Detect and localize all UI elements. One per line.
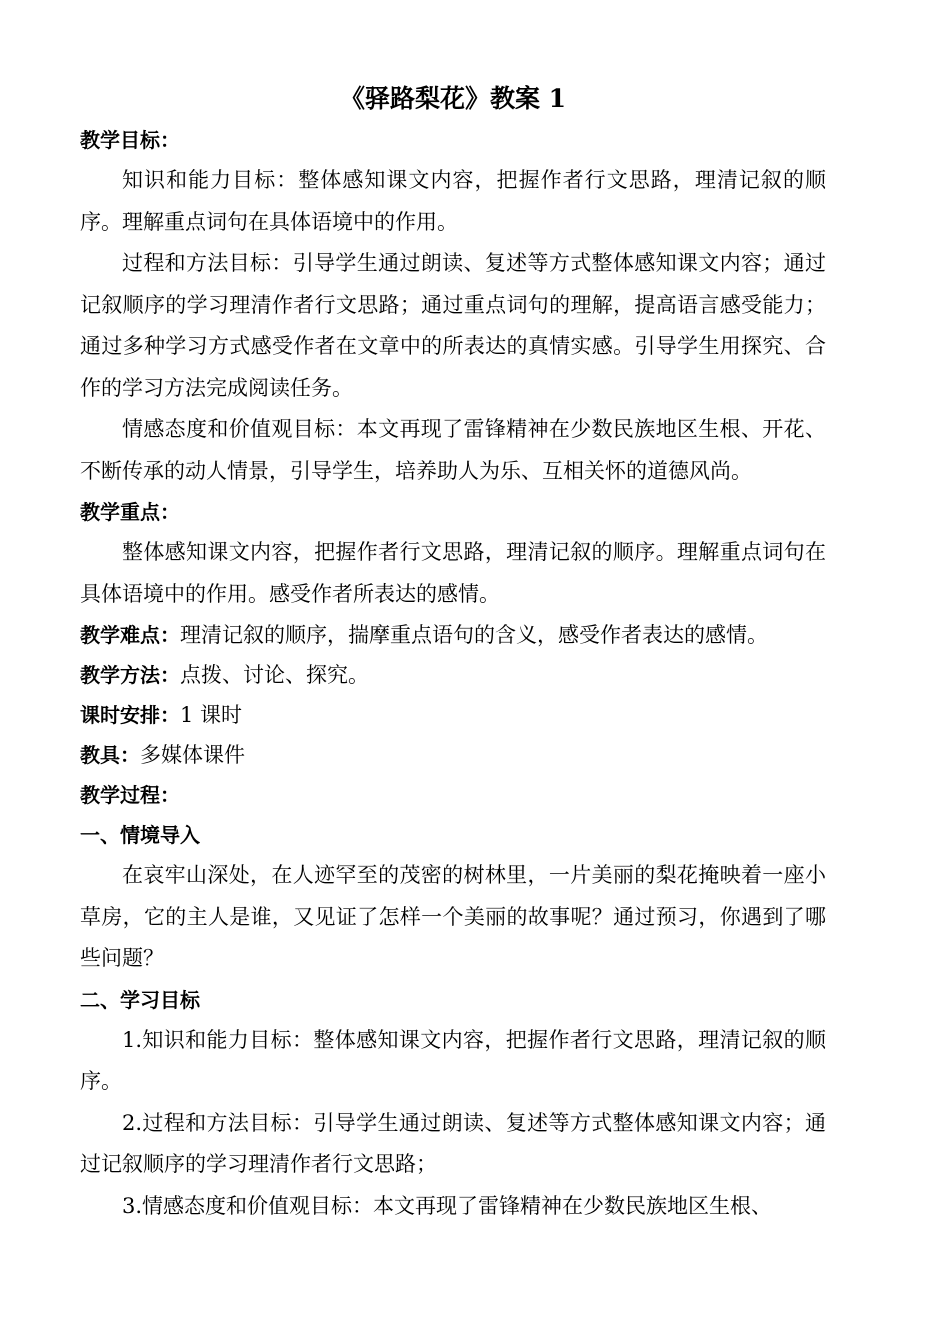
- methods-line: [80, 655, 826, 695]
- section2-item-2: 2.过程和方法目标：引导学生通过朗读、复述等方式整体感知课文内容；通过记叙顺序的学习理清作者行文思路；: [80, 1110, 826, 1176]
- difficulties-label: 教学难点：: [80, 623, 180, 647]
- key-points-text: 整体感知课文内容，把握作者行文思路，理清记叙的顺序。理解重点词句在具体语境中的作用。感受作者所表达的感情。: [80, 540, 826, 606]
- tools-text: 多媒体课件: [140, 743, 245, 767]
- key-points-heading: 教学重点：: [80, 500, 180, 524]
- section2-heading: 二、学习目标: [80, 987, 200, 1012]
- difficulties-text: 理清记叙的顺序，揣摩重点语句的含义，感受作者表达的感情。: [180, 623, 768, 647]
- methods-text: 点拨、讨论、探究。: [180, 663, 369, 687]
- section1-heading: 一、情境导入: [80, 823, 200, 847]
- methods-label: 教学方法：: [80, 663, 180, 687]
- tools-label: 教具：: [80, 743, 140, 767]
- section2-item-3: 3.情感态度和价值观目标：本文再现了雷锋精神在少数民族地区生根、: [122, 1193, 773, 1218]
- objectives-heading: 教学目标：: [80, 128, 180, 152]
- tools-line: [80, 735, 826, 775]
- objective-process: 过程和方法目标：引导学生通过朗读、复述等方式整体感知课文内容；通过记叙顺序的学习理清作者行文思路；通过重点词句的理解，提高语言感受能力；通过多种学习方式感受作者在文章中的所表达的真情实感。引导学生用探究、合作的学习方法完成阅读任务。: [80, 251, 826, 400]
- document-title: 《驿路梨花》教案 1: [339, 84, 567, 113]
- schedule-label: 课时安排：: [80, 703, 180, 727]
- schedule-text: 1 课时: [180, 703, 243, 727]
- difficulties-line: [80, 615, 826, 655]
- section1-text: 在哀牢山深处，在人迹罕至的茂密的树林里，一片美丽的梨花掩映着一座小草房，它的主人是谁，又见证了怎样一个美丽的故事呢？通过预习，你遇到了哪些问题？: [80, 863, 826, 970]
- objective-knowledge: 知识和能力目标：整体感知课文内容，把握作者行文思路，理清记叙的顺序。理解重点词句在具体语境中的作用。: [80, 168, 826, 234]
- schedule-line: [80, 695, 826, 735]
- objective-emotion: 情感态度和价值观目标：本文再现了雷锋精神在少数民族地区生根、开花、不断传承的动人情景，引导学生，培养助人为乐、互相关怀的道德风尚。: [80, 417, 826, 483]
- section2-item-1: 1.知识和能力目标：整体感知课文内容，把握作者行文思路，理清记叙的顺序。: [80, 1027, 826, 1093]
- document-page: [80, 78, 826, 1227]
- process-heading: 教学过程：: [80, 783, 180, 807]
